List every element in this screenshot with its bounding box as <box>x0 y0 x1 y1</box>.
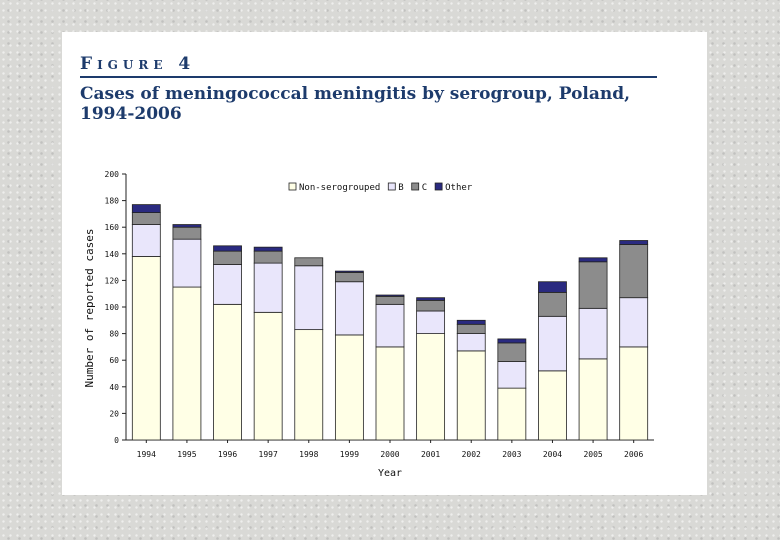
legend-label: B <box>398 183 404 193</box>
bar-segment-other <box>579 258 607 262</box>
x-tick-label: 2006 <box>624 450 644 459</box>
y-tick-label: 60 <box>109 356 119 366</box>
x-tick-label: 2005 <box>583 450 603 459</box>
bar-segment-b <box>254 263 282 312</box>
bar-segment-b <box>538 316 566 371</box>
bar-segment-b <box>214 264 242 304</box>
y-tick-label: 160 <box>104 223 119 233</box>
y-tick-label: 80 <box>109 329 119 339</box>
bar-segment-other <box>254 247 282 251</box>
bar-segment-c <box>132 213 160 225</box>
bar-segment-other <box>538 282 566 293</box>
bar-segment-b <box>295 266 323 330</box>
bar-segment-b <box>498 362 526 389</box>
bar-segment-non-serogrouped <box>498 388 526 440</box>
bar-segment-c <box>376 296 404 304</box>
bar-segment-c <box>214 251 242 264</box>
legend-swatch <box>412 183 419 190</box>
bar-segment-b <box>132 225 160 257</box>
y-tick-label: 120 <box>104 276 119 286</box>
bar-segment-non-serogrouped <box>579 359 607 440</box>
legend-label: Other <box>445 183 473 193</box>
bar-segment-other <box>214 246 242 251</box>
legend-label: C <box>421 183 428 193</box>
x-tick-label: 2000 <box>380 450 400 459</box>
bar-segment-non-serogrouped <box>538 371 566 440</box>
bar-segment-b <box>457 334 485 351</box>
bar-segment-other <box>498 339 526 343</box>
y-tick-label: 0 <box>114 436 119 445</box>
x-tick-label: 2002 <box>461 450 481 459</box>
bar-segment-other <box>457 320 485 324</box>
bar-segment-non-serogrouped <box>376 347 404 440</box>
bar-segment-b <box>579 308 607 359</box>
x-tick-label: 1994 <box>136 450 156 459</box>
bar-segment-non-serogrouped <box>214 304 242 440</box>
figure-title: Cases of meningococcal meningitis by serogroup, Poland, 1994-2006 <box>80 84 631 124</box>
bar-segment-c <box>173 227 201 239</box>
bar-segment-other <box>376 295 404 296</box>
bar-segment-non-serogrouped <box>457 351 485 440</box>
bar-segment-c <box>498 343 526 362</box>
legend-swatch <box>388 183 395 190</box>
x-tick-label: 2003 <box>502 450 522 459</box>
bar-segment-non-serogrouped <box>620 347 648 440</box>
bar-segment-c <box>254 251 282 263</box>
bar-segment-non-serogrouped <box>335 335 363 440</box>
bar-segment-non-serogrouped <box>173 287 201 440</box>
bar-segment-b <box>335 282 363 335</box>
bar-segment-other <box>335 271 363 272</box>
chart-bars <box>132 205 647 440</box>
bar-segment-non-serogrouped <box>295 330 323 440</box>
y-tick-label: 40 <box>109 382 119 392</box>
y-tick-label: 100 <box>104 303 119 312</box>
bar-segment-c <box>417 300 445 311</box>
bar-segment-b <box>173 239 201 287</box>
bar-segment-b <box>376 304 404 347</box>
x-tick-label: 2004 <box>542 450 563 459</box>
bar-segment-c <box>538 292 566 316</box>
x-tick-label: 1999 <box>339 450 360 459</box>
bar-segment-non-serogrouped <box>132 256 160 440</box>
legend-swatch <box>435 183 442 190</box>
bar-segment-b <box>417 311 445 334</box>
y-tick-label: 200 <box>104 170 119 179</box>
x-tick-label: 2001 <box>420 450 441 459</box>
bar-segment-c <box>295 258 323 266</box>
bar-segment-other <box>417 298 445 301</box>
figure-label: Figure 4 <box>80 54 196 74</box>
bar-segment-c <box>579 262 607 309</box>
bar-segment-c <box>335 272 363 281</box>
legend-label: Non-serogrouped <box>299 183 381 193</box>
legend-swatch <box>289 183 296 190</box>
chart-legend <box>289 183 473 193</box>
x-tick-label: 1997 <box>258 450 278 459</box>
x-axis-label: Year <box>377 468 403 479</box>
y-tick-label: 20 <box>109 409 119 419</box>
bar-segment-c <box>620 244 648 297</box>
bar-segment-c <box>457 324 485 333</box>
bar-segment-other <box>132 205 160 213</box>
y-tick-label: 140 <box>104 249 119 259</box>
bar-segment-non-serogrouped <box>417 334 445 440</box>
x-tick-label: 1998 <box>299 450 319 459</box>
x-tick-label: 1996 <box>217 450 238 459</box>
y-axis-label: Number of reported cases <box>83 228 96 388</box>
bar-segment-non-serogrouped <box>254 312 282 440</box>
bar-segment-b <box>620 298 648 347</box>
x-tick-label: 1995 <box>177 450 197 459</box>
y-tick-label: 180 <box>104 196 119 206</box>
bar-segment-other <box>620 241 648 245</box>
bar-segment-other <box>173 225 201 228</box>
